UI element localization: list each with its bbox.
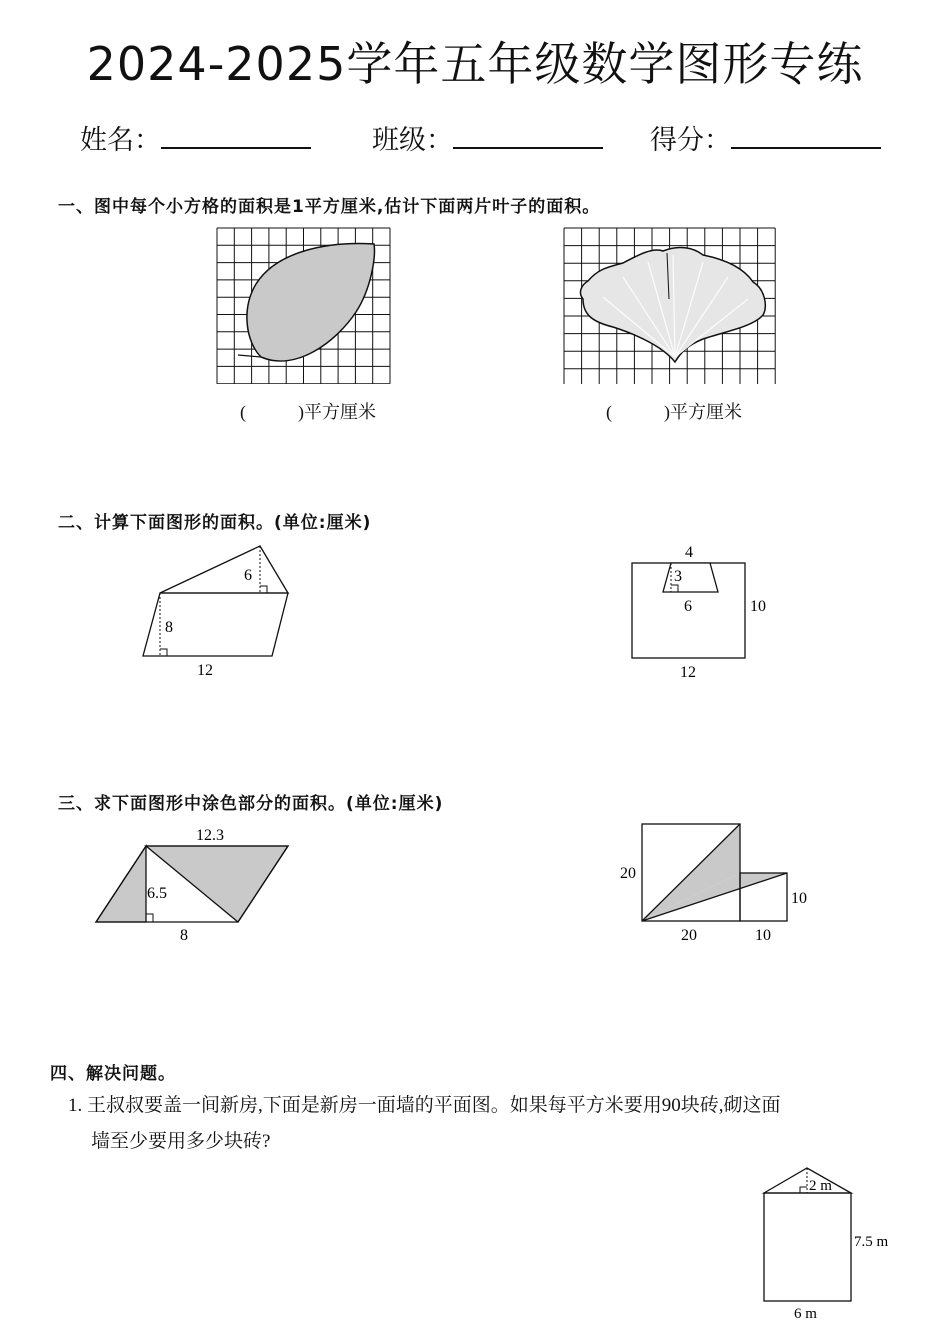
house-wall-figure [750,1160,910,1330]
label-base-12: 12 [197,662,213,679]
right-angle-mark [800,1187,807,1193]
right-angle-mark [260,586,267,593]
label-side-20: 20 [620,865,636,882]
leaf1-stem [238,355,261,357]
label-base-10: 10 [755,927,771,944]
label-height-6-5: 6.5 [147,885,167,902]
section3-figure1 [90,822,300,947]
shaded-top-triangle [146,846,288,922]
label-side-10: 10 [791,890,807,907]
page-title: 2024-2025学年五年级数学图形专练 [86,37,864,91]
label-height-3: 3 [674,568,682,585]
section1-heading: 一、图中每个小方格的面积是1平方厘米,估计下面两片叶子的面积。 [58,197,601,217]
label-width-12: 12 [680,664,696,681]
wall-rectangle [764,1193,851,1301]
class-field[interactable] [372,118,603,157]
score-blank[interactable] [731,127,881,149]
label-top-12-3: 12.3 [196,827,224,844]
label-top-4: 4 [685,544,693,561]
leaf1-answer-open: ( [240,402,246,422]
label-height-6: 6 [244,567,252,584]
leaf2-answer[interactable] [606,398,742,424]
label-wall-height: 7.5 m [854,1234,889,1250]
leaf2-answer-close: )平方厘米 [664,402,742,422]
score-label: 得分： [650,125,731,156]
class-label: 班级： [372,125,453,156]
leaf2-grid-figure [563,227,778,384]
section4-heading: 四、解决问题。 [50,1064,176,1084]
leaf1-answer-close: )平方厘米 [298,402,376,422]
label-height-8: 8 [165,619,173,636]
label-wall-width: 6 m [794,1306,817,1322]
name-field[interactable] [80,118,311,157]
section2-figure2 [620,540,790,685]
score-field[interactable] [650,118,881,157]
right-angle-mark [160,649,167,656]
problem1-line1: 1. 王叔叔要盖一间新房,下面是新房一面墙的平面图。如果每平方米要用90块砖,砌这面 [68,1095,781,1116]
triangle-on-top [160,546,288,593]
label-base-20: 20 [681,927,697,944]
right-angle-mark [146,914,153,922]
name-label: 姓名： [80,125,161,156]
leaf1-answer[interactable] [240,398,376,424]
class-blank[interactable] [453,127,603,149]
section3-figure2 [615,818,815,948]
label-bottom-6: 6 [684,598,692,615]
label-roof-height: 2 m [809,1178,832,1194]
problem1-line2: 墙至少要用多少块砖? [91,1131,271,1152]
label-height-10: 10 [750,598,766,615]
label-base-8: 8 [180,927,188,944]
leaf2-answer-open: ( [606,402,612,422]
name-blank[interactable] [161,127,311,149]
section2-figure1 [130,538,310,686]
section2-heading: 二、计算下面图形的面积。(单位:厘米) [58,513,372,533]
leaf1-grid-figure [216,227,394,384]
section3-heading: 三、求下面图形中涂色部分的面积。(单位:厘米) [58,794,444,814]
